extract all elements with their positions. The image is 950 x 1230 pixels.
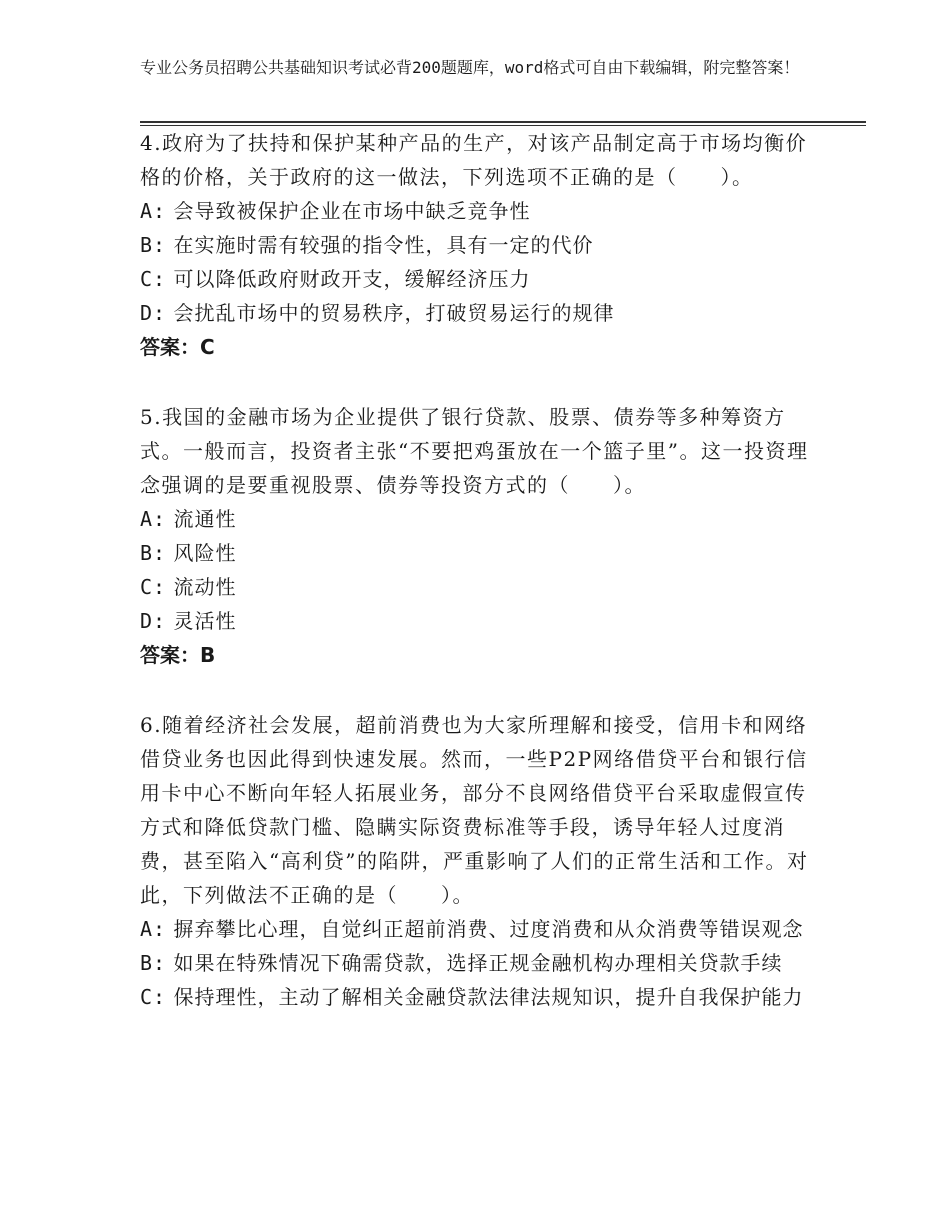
option-letter: A: — [140, 199, 167, 223]
question-stem: 5.我国的金融市场为企业提供了银行贷款、股票、债券等多种筹资方式。一般而言，投资者主张“不要把鸡蛋放在一个篮子里”。这一投资理念强调的是要重视股票、债券等投资方式的（ ）。 — [140, 405, 809, 497]
option-d — [140, 604, 820, 638]
document-header: 专业公务员招聘公共基础知识考试必背200题题库，word格式可自由下载编辑，附完整答案！ — [140, 58, 800, 77]
question-list — [140, 126, 820, 1050]
option-text: 流动性 — [173, 575, 237, 599]
option-letter: C: — [140, 267, 167, 291]
option-a — [140, 912, 820, 946]
option-letter: B: — [140, 541, 167, 565]
option-letter: D: — [140, 609, 167, 633]
option-text: 保持理性，主动了解相关金融贷款法律法规知识，提升自我保护能力 — [173, 985, 804, 1009]
option-c — [140, 980, 820, 1014]
question-stem: 6.随着经济社会发展，超前消费也为大家所理解和接受，信用卡和网络借贷业务也因此得到快速发展。然而，一些P2P网络借贷平台和银行信用卡中心不断向年轻人拓展业务，部分不良网络借贷平台采取虚假宣传方式和降低贷款门槛、隐瞒实际资费标准等手段，诱导年轻人过度消费，甚至陷入“高利贷”的陷阱，严重影响了人们的正常生活和工作。对此，下列做法不正确的是（ ）。 — [140, 713, 809, 907]
option-b — [140, 946, 820, 980]
option-text: 会导致被保护企业在市场中缺乏竞争性 — [173, 199, 531, 223]
option-text: 会扰乱市场中的贸易秩序，打破贸易运行的规律 — [173, 301, 615, 325]
option-a — [140, 502, 820, 536]
header-divider-thick — [140, 121, 866, 123]
question-5 — [140, 400, 820, 672]
option-c — [140, 262, 820, 296]
option-text: 在实施时需有较强的指令性，具有一定的代价 — [173, 233, 594, 257]
option-letter: A: — [140, 917, 167, 941]
option-letter: B: — [140, 233, 167, 257]
option-b — [140, 536, 820, 570]
question-4 — [140, 126, 820, 364]
option-text: 如果在特殊情况下确需贷款，选择正规金融机构办理相关贷款手续 — [173, 951, 783, 975]
option-b — [140, 228, 820, 262]
option-d — [140, 296, 820, 330]
question-6 — [140, 708, 820, 1014]
answer-label: 答案：C — [140, 335, 215, 359]
answer-label: 答案：B — [140, 643, 216, 667]
option-letter: D: — [140, 301, 167, 325]
option-c — [140, 570, 820, 604]
option-letter: A: — [140, 507, 167, 531]
option-letter: C: — [140, 985, 167, 1009]
option-a — [140, 194, 820, 228]
option-text: 摒弃攀比心理，自觉纠正超前消费、过度消费和从众消费等错误观念 — [173, 917, 804, 941]
option-text: 风险性 — [173, 541, 237, 565]
option-text: 可以降低政府财政开支，缓解经济压力 — [173, 267, 531, 291]
option-letter: C: — [140, 575, 167, 599]
option-text: 流通性 — [173, 507, 237, 531]
question-stem: 4.政府为了扶持和保护某种产品的生产，对该产品制定高于市场均衡价格的价格，关于政府的这一做法，下列选项不正确的是（ ）。 — [140, 131, 808, 189]
option-letter: B: — [140, 951, 167, 975]
option-text: 灵活性 — [173, 609, 237, 633]
